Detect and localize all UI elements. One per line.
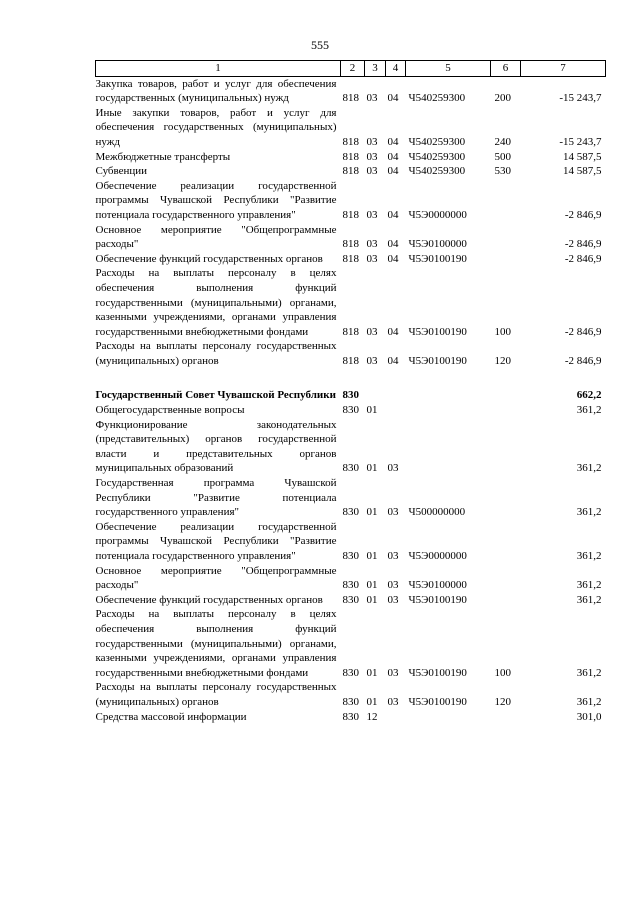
column-header: 1 — [96, 61, 341, 77]
row-name-cell: Закупка товаров, работ и услуг для обеспечения государственных (муниципальных) нужд — [95, 77, 337, 105]
section-code-cell — [365, 388, 386, 403]
table-row — [96, 164, 606, 179]
column-header: 5 — [406, 61, 491, 77]
expense-type-cell — [491, 223, 521, 252]
expense-type-cell: 120 — [494, 354, 511, 367]
row-name-cell: Субвенции — [95, 165, 148, 178]
expense-type-cell: 500 — [494, 150, 511, 163]
expense-type-cell — [491, 710, 521, 725]
table-row — [96, 418, 606, 476]
row-name-cell: Расходы на выплаты персоналу государственных (муниципальных) органов — [95, 681, 337, 708]
target-item-cell: Ч540259300 — [408, 92, 466, 105]
ministry-code-cell: 830 — [342, 710, 359, 723]
target-item-cell — [406, 418, 491, 476]
subsection-code-cell: 03 — [387, 506, 399, 519]
expense-type-cell: 200 — [494, 92, 511, 105]
subsection-code-cell — [386, 388, 406, 403]
amount-cell: -2 846,9 — [564, 208, 602, 221]
amount-cell: 14 587,5 — [563, 165, 602, 178]
ministry-code-cell: 818 — [342, 135, 359, 148]
amount-cell: -2 846,9 — [564, 325, 602, 338]
ministry-code-cell: 818 — [342, 165, 359, 178]
table-row — [96, 520, 606, 564]
section-code-cell: 03 — [366, 92, 378, 105]
section-code-cell: 01 — [366, 579, 378, 592]
expense-type-cell: 100 — [494, 666, 511, 679]
table-row — [96, 223, 606, 252]
target-item-cell: Ч5Э0000000 — [408, 550, 467, 562]
column-header: 7 — [521, 61, 606, 77]
ministry-code-cell: 830 — [342, 593, 359, 606]
table-row — [96, 266, 606, 339]
expense-type-cell — [491, 520, 521, 564]
ministry-code-cell: 830 — [342, 579, 359, 592]
ministry-code-cell: 818 — [342, 325, 359, 338]
amount-cell: 301,0 — [576, 710, 602, 723]
expense-type-cell — [491, 252, 521, 267]
expense-type-cell — [491, 388, 521, 403]
subsection-code-cell: 04 — [387, 92, 399, 105]
table-row — [96, 607, 606, 680]
target-item-cell: Ч540259300 — [408, 165, 466, 178]
row-name-cell: Расходы на выплаты персоналу в целях обеспечения выполнения функций государственными (муниципальными) органами, казенными учреждениями, органами управления государственными внебюджетными фондами — [95, 267, 337, 338]
amount-cell: 361,2 — [576, 579, 602, 592]
table-row — [96, 593, 606, 608]
expense-type-cell — [491, 593, 521, 608]
subsection-code-cell: 03 — [387, 579, 399, 592]
ministry-code-cell: 818 — [342, 238, 359, 251]
section-code-cell: 01 — [366, 462, 378, 475]
target-item-cell: Ч540259300 — [408, 150, 466, 163]
row-name-cell: Обеспечение реализации государственной программы Чувашской Республики "Развитие потенциала государственного управления" — [95, 179, 337, 221]
target-item-cell: Ч5Э0100190 — [408, 593, 467, 606]
row-name-cell: Государственная программа Чувашской Республики "Развитие потенциала государственного управления" — [95, 477, 337, 519]
ministry-code-cell: 830 — [342, 389, 359, 402]
target-item-cell — [406, 403, 491, 418]
column-header: 3 — [365, 61, 386, 77]
subsection-code-cell: 03 — [387, 695, 399, 708]
ministry-code-cell: 830 — [342, 462, 359, 475]
subsection-code-cell: 03 — [387, 593, 399, 606]
amount-cell: -2 846,9 — [564, 354, 602, 367]
page-number: 555 — [311, 38, 329, 52]
expense-type-cell: 240 — [494, 135, 511, 148]
section-code-cell: 01 — [366, 404, 378, 417]
amount-cell: 361,2 — [576, 506, 602, 519]
subsection-code-cell: 04 — [387, 252, 399, 265]
section-code-cell: 03 — [366, 325, 378, 338]
target-item-cell: Ч5Э0000000 — [408, 208, 467, 221]
subsection-code-cell: 03 — [387, 462, 399, 475]
row-name-cell: Межбюджетные трансферты — [95, 150, 231, 163]
subsection-code-cell: 04 — [387, 325, 399, 338]
section-code-cell: 03 — [366, 354, 378, 367]
expense-type-cell — [491, 403, 521, 418]
expense-type-cell — [491, 179, 521, 223]
table-row — [96, 564, 606, 593]
ministry-code-cell: 830 — [342, 550, 359, 562]
ministry-code-cell: 830 — [342, 506, 359, 519]
section-code-cell: 01 — [366, 666, 378, 679]
ministry-code-cell: 830 — [342, 666, 359, 679]
subsection-code-cell — [386, 403, 406, 418]
section-code-cell: 03 — [366, 238, 378, 251]
target-item-cell: Ч5Э0100190 — [408, 666, 467, 679]
spacer-cell — [96, 368, 606, 388]
table-row — [96, 710, 606, 725]
section-code-cell: 01 — [366, 506, 378, 519]
amount-cell: 14 587,5 — [563, 150, 602, 163]
target-item-cell: Ч5Э0100190 — [408, 325, 467, 338]
section-code-cell: 03 — [366, 208, 378, 221]
budget-table — [95, 60, 606, 724]
amount-cell: 361,2 — [576, 462, 602, 475]
target-item-cell: Ч5Э0100190 — [408, 354, 467, 367]
subsection-code-cell: 04 — [387, 150, 399, 163]
ministry-code-cell: 818 — [342, 92, 359, 105]
row-name-cell: Обеспечение реализации государственной программы Чувашской Республики "Развитие потенциала государственного управления" — [95, 520, 337, 562]
section-code-cell: 03 — [366, 135, 378, 148]
ministry-code-cell: 818 — [342, 150, 359, 163]
table-row — [96, 179, 606, 223]
row-name-cell: Основное мероприятие "Общепрограммные расходы" — [95, 223, 337, 251]
subsection-code-cell — [386, 710, 406, 725]
row-name-cell: Общегосударственные вопросы — [95, 404, 245, 417]
table-row — [96, 106, 606, 150]
ministry-code-cell: 818 — [342, 208, 359, 221]
row-name-cell: Государственный Совет Чувашской Республики — [95, 389, 336, 402]
expense-type-cell: 530 — [494, 165, 511, 178]
row-name-cell: Расходы на выплаты персоналу государственных (муниципальных) органов — [95, 340, 337, 367]
section-code-cell: 01 — [366, 695, 378, 708]
target-item-cell: Ч500000000 — [408, 506, 466, 519]
expense-type-cell — [491, 564, 521, 593]
column-header: 2 — [341, 61, 365, 77]
expense-type-cell: 120 — [494, 695, 511, 708]
subsection-code-cell: 04 — [387, 165, 399, 178]
amount-cell: -2 846,9 — [564, 238, 602, 251]
table-row — [96, 252, 606, 267]
row-name-cell: Обеспечение функций государственных органов — [95, 593, 323, 606]
table-row — [96, 150, 606, 165]
section-code-cell: 03 — [366, 165, 378, 178]
spacer-row — [96, 368, 606, 388]
row-name-cell: Функционирование законодательных (представительных) органов государственной власти и представительных органов муниципальных образований — [95, 418, 337, 475]
target-item-cell: Ч540259300 — [408, 135, 466, 148]
expense-type-cell — [491, 476, 521, 520]
ministry-code-cell: 830 — [342, 695, 359, 708]
ministry-code-cell: 818 — [342, 354, 359, 367]
ministry-code-cell: 830 — [342, 404, 359, 417]
section-code-cell: 03 — [366, 150, 378, 163]
column-header: 6 — [491, 61, 521, 77]
expense-type-cell — [491, 418, 521, 476]
amount-cell: -15 243,7 — [559, 92, 602, 105]
amount-cell: -2 846,9 — [564, 252, 602, 265]
table-row — [96, 403, 606, 418]
row-name-cell: Расходы на выплаты персоналу в целях обеспечения выполнения функций государственными (муниципальными) органами, казенными учреждениями, органами управления государственными внебюджетными фондами — [95, 608, 337, 679]
table-row — [96, 476, 606, 520]
amount-cell: 662,2 — [576, 389, 602, 402]
table-row — [96, 76, 606, 106]
target-item-cell: Ч5Э0100190 — [408, 695, 467, 708]
column-header: 4 — [386, 61, 406, 77]
section-code-cell: 12 — [366, 710, 378, 723]
amount-cell: 361,2 — [576, 550, 602, 562]
row-name-cell: Иные закупки товаров, работ и услуг для обеспечения государственных (муниципальных) нужд — [95, 106, 337, 148]
table-row — [96, 680, 606, 709]
expense-type-cell: 100 — [494, 325, 511, 338]
subsection-code-cell: 04 — [387, 238, 399, 251]
target-item-cell — [406, 710, 491, 725]
target-item-cell: Ч5Э0100000 — [408, 238, 467, 251]
subsection-code-cell: 04 — [387, 354, 399, 367]
subsection-code-cell: 04 — [387, 208, 399, 221]
subsection-code-cell: 03 — [387, 666, 399, 679]
ministry-code-cell: 818 — [342, 252, 359, 265]
section-code-cell: 01 — [366, 550, 378, 562]
target-item-cell: Ч5Э0100000 — [408, 579, 467, 592]
amount-cell: 361,2 — [576, 666, 602, 679]
amount-cell: -15 243,7 — [559, 135, 602, 148]
target-item-cell: Ч5Э0100190 — [408, 252, 467, 265]
amount-cell: 361,2 — [576, 404, 602, 417]
amount-cell: 361,2 — [576, 695, 602, 708]
table-row — [96, 339, 606, 368]
row-name-cell: Средства массовой информации — [95, 710, 247, 723]
target-item-cell — [406, 388, 491, 403]
amount-cell: 361,2 — [576, 593, 602, 606]
row-name-cell: Основное мероприятие "Общепрограммные расходы" — [95, 564, 337, 592]
row-name-cell: Обеспечение функций государственных органов — [95, 252, 323, 265]
section-code-cell: 03 — [366, 252, 378, 265]
table-row — [96, 388, 606, 403]
subsection-code-cell: 04 — [387, 135, 399, 148]
section-code-cell: 01 — [366, 593, 378, 606]
subsection-code-cell: 03 — [387, 550, 399, 562]
table-header-row — [96, 61, 606, 77]
